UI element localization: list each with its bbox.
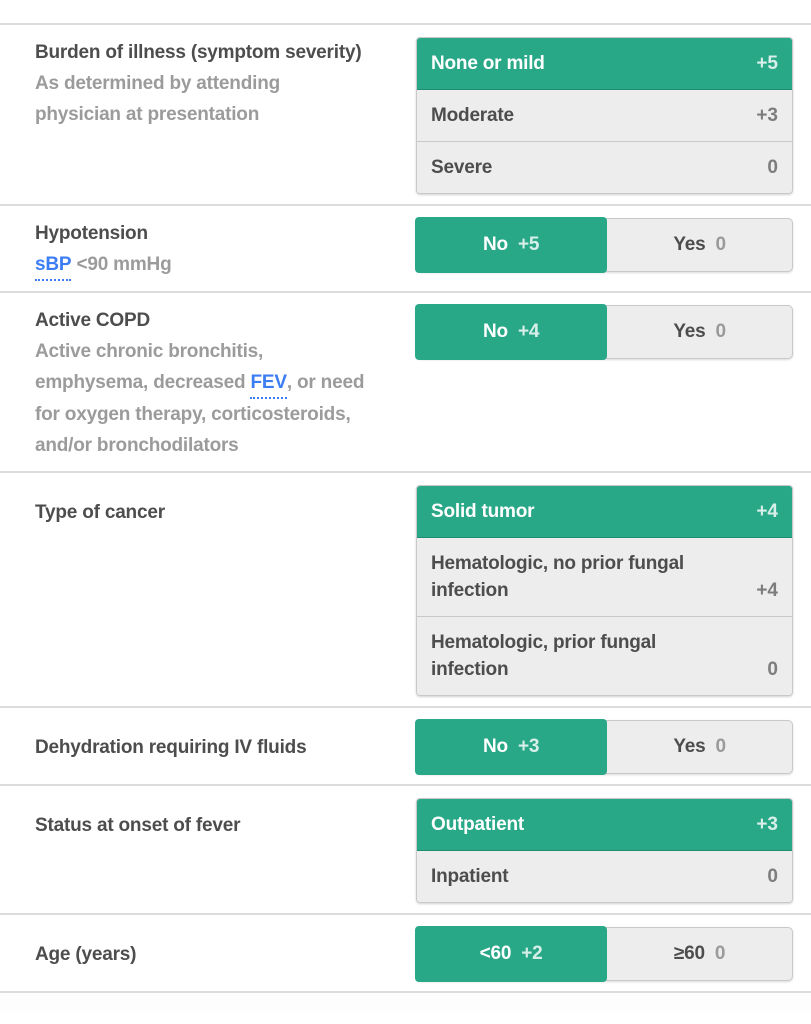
question-label-block — [35, 305, 383, 461]
section-active-copd — [0, 291, 811, 471]
option-solid-tumor[interactable] — [417, 486, 792, 538]
question-label-block — [35, 732, 383, 763]
option-points: +3 — [756, 105, 778, 126]
sbp-term-link[interactable]: sBP — [35, 252, 71, 281]
question-title: Type of cancer — [35, 502, 165, 523]
option-points: 0 — [767, 157, 778, 178]
question-subtitle: As determined by attending physician at presentation — [35, 73, 281, 125]
option-moderate[interactable] — [417, 90, 792, 142]
next-section-spacer — [0, 993, 811, 1011]
hypotension-toggle — [416, 218, 793, 272]
option-points: 0 — [715, 234, 726, 255]
option-label: Hematologic, prior fungal infection — [431, 632, 657, 680]
toggle-option-yes[interactable] — [607, 219, 792, 271]
option-points: 0 — [715, 321, 726, 342]
toggle-option-no[interactable] — [415, 304, 607, 360]
option-list — [416, 37, 793, 194]
question-title: Hypotension — [35, 223, 148, 244]
subtitle-text: <90 mmHg — [71, 254, 172, 275]
section-dehydration — [0, 706, 811, 784]
option-label: Outpatient — [431, 814, 524, 835]
option-list — [416, 485, 793, 696]
toggle-option-yes[interactable] — [607, 721, 792, 773]
toggle-option-under-60[interactable] — [415, 926, 607, 982]
section-burden-of-illness — [0, 23, 811, 204]
question-title: Burden of illness (symptom severity) — [35, 42, 362, 63]
section-hypotension — [0, 204, 811, 291]
option-points: +3 — [517, 736, 540, 757]
toggle-option-no[interactable] — [415, 719, 607, 775]
option-points: 0 — [714, 943, 726, 964]
toggle-option-yes[interactable] — [607, 306, 792, 358]
question-label-block — [35, 485, 383, 528]
option-points: +5 — [756, 53, 778, 74]
option-hematologic-prior-fungal[interactable] — [417, 617, 792, 695]
burden-options — [416, 37, 793, 194]
subtitle-text: Active chronic bronchitis, emphysema, decreased — [35, 341, 264, 393]
option-label: Severe — [431, 157, 493, 178]
yes-no-toggle — [416, 305, 793, 359]
option-list — [416, 798, 793, 903]
option-points: +4 — [517, 321, 540, 342]
option-hematologic-no-prior-fungal[interactable] — [417, 538, 792, 617]
option-label: Yes — [673, 321, 706, 342]
dehydration-toggle — [416, 720, 793, 774]
toggle-option-no[interactable] — [415, 217, 607, 273]
question-label-block — [35, 218, 383, 281]
option-label: None or mild — [431, 53, 545, 74]
question-title: Active COPD — [35, 310, 151, 331]
fev-term-link[interactable]: FEV — [250, 370, 286, 399]
option-label: Moderate — [431, 105, 514, 126]
section-status-at-onset — [0, 784, 811, 913]
cancer-options — [416, 485, 793, 696]
option-outpatient[interactable] — [417, 799, 792, 851]
option-severe[interactable] — [417, 142, 792, 193]
option-points: 0 — [767, 659, 778, 680]
option-label: Yes — [673, 736, 706, 757]
copd-toggle — [416, 305, 793, 359]
option-none-or-mild[interactable] — [417, 38, 792, 90]
question-title: Dehydration requiring IV fluids — [35, 736, 307, 758]
option-points: +2 — [521, 943, 543, 964]
option-label: Hematologic, no prior fungal infection — [431, 553, 685, 601]
option-points: +5 — [517, 234, 540, 255]
option-label: No — [483, 736, 508, 757]
question-title: Age (years) — [35, 943, 137, 965]
yes-no-toggle — [416, 720, 793, 774]
option-label: <60 — [479, 943, 512, 964]
option-points: +3 — [756, 814, 778, 835]
question-label-block — [35, 798, 383, 841]
toggle-option-60-or-over[interactable] — [607, 928, 792, 980]
yes-no-toggle — [416, 218, 793, 272]
option-label: Inpatient — [431, 866, 509, 887]
option-points: +4 — [756, 580, 778, 601]
subtitle-text: , or need for oxygen therapy, corticosteroids, and/or bronchodilators — [35, 372, 365, 456]
option-label: Yes — [673, 234, 706, 255]
question-label-block — [35, 37, 383, 130]
age-toggle — [416, 927, 793, 981]
question-title: Status at onset of fever — [35, 815, 241, 836]
question-subtitle — [35, 336, 369, 461]
option-points: 0 — [767, 866, 778, 887]
option-label: No — [483, 234, 508, 255]
section-type-of-cancer — [0, 471, 811, 706]
status-options — [416, 798, 793, 903]
section-age — [0, 913, 811, 991]
option-points: +4 — [756, 501, 778, 522]
age-toggle-control — [416, 927, 793, 981]
question-subtitle — [35, 249, 369, 281]
option-label: ≥60 — [673, 943, 705, 964]
question-label-block — [35, 939, 383, 970]
option-points: 0 — [715, 736, 726, 757]
option-label: No — [483, 321, 508, 342]
option-inpatient[interactable] — [417, 851, 792, 902]
option-label: Solid tumor — [431, 501, 535, 522]
